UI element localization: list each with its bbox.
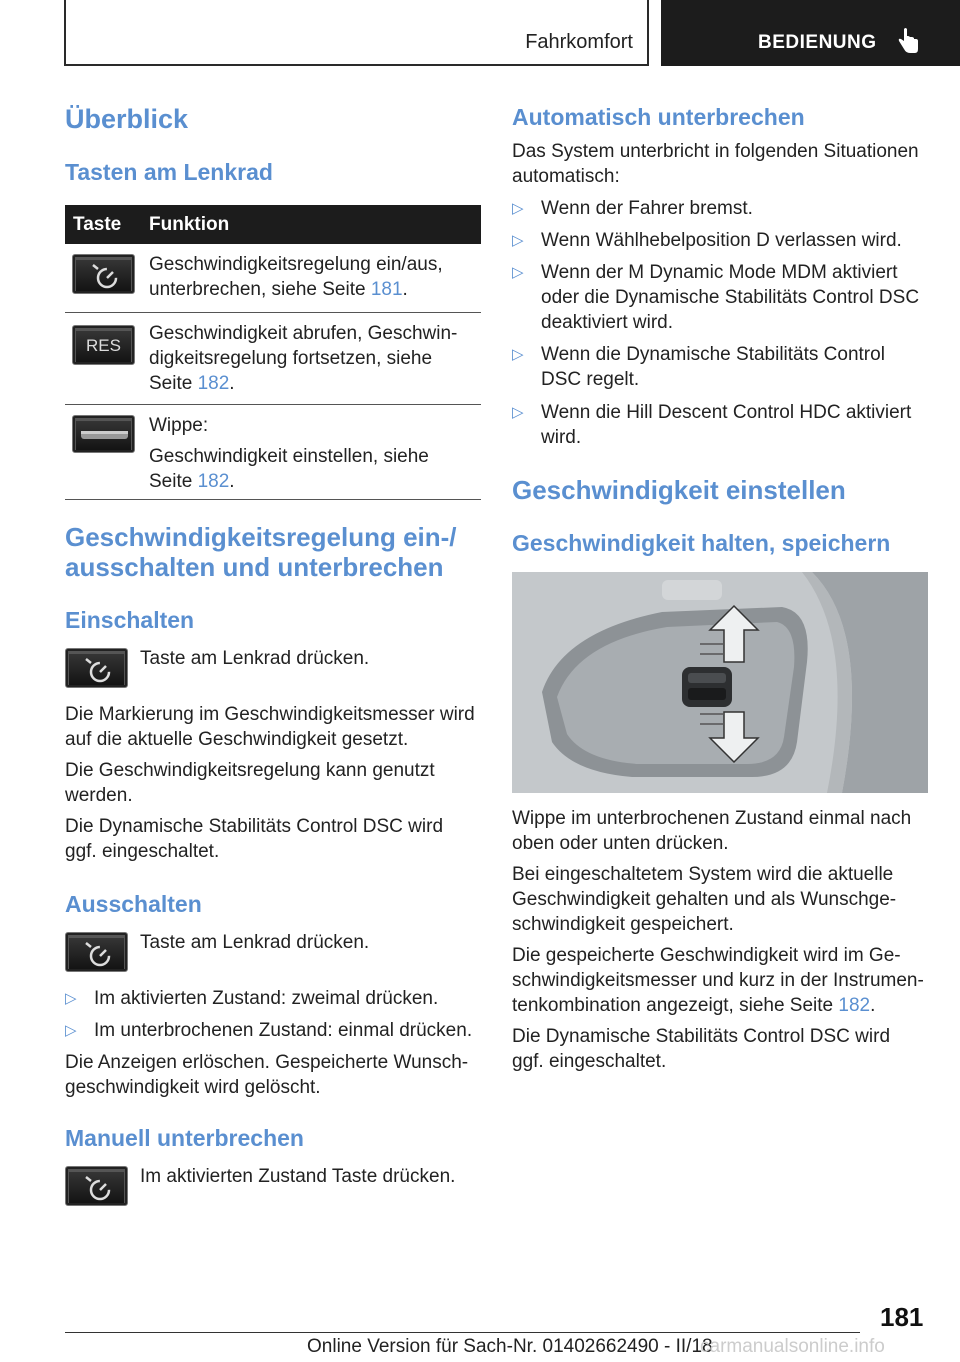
text-line: Die gespeicherte Geschwindigkeit wird im Ge-: [512, 945, 901, 966]
text-line: tenkombination angezeigt, siehe Seite: [512, 995, 839, 1016]
paragraph: [65, 1050, 485, 1100]
heading-auto: Automatisch unterbrechen: [512, 104, 805, 130]
text-line: werden.: [65, 785, 133, 806]
heading-einschalten: Einschalten: [65, 607, 195, 633]
page-title: Überblick: [65, 104, 189, 134]
cruise-control-icon: [65, 932, 128, 972]
row3-line3: Seite: [149, 471, 198, 492]
section-title: BEDIENUNG: [758, 32, 877, 53]
header-chapter-box: [64, 0, 649, 66]
row2-line3: Seite: [149, 373, 198, 394]
text-line: oder die Dynamische Stabilitäts Control DSC: [541, 287, 920, 308]
text-line: schwindigkeitsmesser und kurz in der Instrumen-: [512, 970, 924, 991]
page-number: 181: [880, 1302, 924, 1332]
cruise-control-icon: [72, 254, 135, 294]
paragraph: [512, 139, 932, 189]
text-line: Die Dynamische Stabilitäts Control DSC wird: [512, 1026, 891, 1047]
list-item-text: Wenn Wählhebelposition D verlassen wird.: [541, 230, 902, 251]
table-heading: Tasten am Lenkrad: [65, 159, 273, 185]
text-line: Die Dynamische Stabilitäts Control DSC wird: [65, 816, 444, 837]
text-line: automatisch:: [512, 166, 620, 187]
heading-ausschalten: Ausschalten: [65, 891, 202, 917]
page-link-182[interactable]: 182: [197, 373, 230, 394]
section-tab: [661, 0, 960, 66]
triangle-bullet-icon: ▷: [512, 264, 524, 281]
table-header: [65, 205, 481, 244]
text-line: Die Anzeigen erlöschen. Gespeicherte Wunsch-: [65, 1052, 469, 1073]
row3-line1: Wippe:: [149, 415, 209, 436]
text-line: auf die aktuelle Geschwindigkeit gesetzt.: [65, 729, 409, 750]
table-row: [65, 313, 481, 405]
watermark: carmanualsonline.info: [700, 1336, 885, 1357]
punctuation: .: [402, 279, 408, 300]
text-line: deaktiviert wird.: [541, 312, 673, 333]
list-item-text: [541, 400, 941, 450]
res-key-icon: [72, 325, 135, 365]
row1-line1: Geschwindigkeitsregelung ein/aus,: [149, 254, 443, 275]
page-link-182[interactable]: 182: [197, 471, 230, 492]
pointing-hand-icon: [896, 27, 920, 55]
key-function-table: [65, 205, 481, 500]
text-line: ggf. eingeschaltet.: [65, 841, 220, 862]
section-title-line2: ausschalten und unterbrechen: [65, 552, 444, 582]
steering-wheel-rocker-illustration: [512, 572, 928, 793]
text-line: Das System unterbricht in folgenden Situationen: [512, 141, 919, 162]
section-title: [65, 522, 457, 582]
triangle-bullet-icon: ▷: [512, 200, 524, 217]
text-line: Wenn die Dynamische Stabilitäts Control: [541, 344, 885, 365]
text-line: Wenn die Hill Descent Control HDC aktiviert: [541, 402, 912, 423]
list-item-text: [541, 342, 941, 392]
text-line: Die Geschwindigkeitsregelung kann genutzt: [65, 760, 435, 781]
footer-text: Online Version für Sach-Nr. 01402662490 - II/18: [307, 1336, 713, 1357]
list-item-text: Im unterbrochenen Zustand: einmal drücken.: [94, 1020, 473, 1041]
triangle-bullet-icon: ▷: [512, 404, 524, 421]
punctuation: .: [870, 995, 876, 1016]
rocker-switch-icon: [72, 415, 135, 453]
key-instruction: Taste am Lenkrad drücken.: [140, 932, 370, 953]
triangle-bullet-icon: ▷: [65, 990, 77, 1007]
paragraph: [512, 806, 932, 1074]
triangle-bullet-icon: ▷: [512, 232, 524, 249]
page-link-181[interactable]: 181: [370, 279, 403, 300]
key-instruction: Im aktivierten Zustand Taste drücken.: [140, 1166, 456, 1187]
row2-line2: digkeitsregelung fortsetzen, siehe: [149, 348, 433, 369]
cruise-control-icon: [65, 648, 128, 688]
list-item-text: Im aktivierten Zustand: zweimal drücken.: [94, 988, 439, 1009]
text-line: Die Markierung im Geschwindigkeitsmesser wird: [65, 704, 475, 725]
row1-line2: unterbrechen, siehe Seite: [149, 279, 371, 300]
triangle-bullet-icon: ▷: [512, 346, 524, 363]
res-label: RES: [86, 336, 121, 355]
footer-divider: [65, 1332, 860, 1333]
text-line: Wippe im unterbrochenen Zustand einmal nach: [512, 808, 912, 829]
text-line: DSC regelt.: [541, 369, 640, 390]
table-row: [65, 405, 481, 500]
chapter-title: Fahrkomfort: [525, 31, 633, 53]
page-link-182[interactable]: 182: [838, 995, 871, 1016]
cruise-control-icon: [65, 1166, 128, 1206]
section-title: Geschwindigkeit einstellen: [512, 475, 846, 505]
text-line: oben oder unten drücken.: [512, 833, 729, 854]
list-item-text: Wenn der Fahrer bremst.: [541, 198, 753, 219]
table-row: [65, 244, 481, 313]
text-line: ggf. eingeschaltet.: [512, 1051, 667, 1072]
row3-line2: Geschwindigkeit einstellen, siehe: [149, 446, 429, 467]
triangle-bullet-icon: ▷: [65, 1022, 77, 1039]
text-line: Bei eingeschaltetem System wird die aktuelle: [512, 864, 894, 885]
text-line: schwindigkeit gespeichert.: [512, 914, 734, 935]
list-item-text: [541, 260, 941, 335]
punctuation: .: [229, 471, 235, 492]
key-instruction: Taste am Lenkrad drücken.: [140, 648, 370, 669]
text-line: Geschwindigkeit gehalten und als Wunschge-: [512, 889, 897, 910]
paragraph: [65, 702, 485, 864]
col-header-function: Funktion: [149, 214, 230, 235]
col-header-key: Taste: [73, 214, 122, 235]
section-title-line1: Geschwindigkeitsregelung ein-/: [65, 522, 457, 552]
punctuation: .: [229, 373, 235, 394]
row2-line1: Geschwindigkeit abrufen, Geschwin-: [149, 323, 458, 344]
text-line: wird.: [541, 427, 582, 448]
text-line: Wenn der M Dynamic Mode MDM aktiviert: [541, 262, 898, 283]
heading-halten: Geschwindigkeit halten, speichern: [512, 530, 891, 556]
text-line: geschwindigkeit wird gelöscht.: [65, 1077, 321, 1098]
heading-manuell: Manuell unterbrechen: [65, 1125, 304, 1151]
